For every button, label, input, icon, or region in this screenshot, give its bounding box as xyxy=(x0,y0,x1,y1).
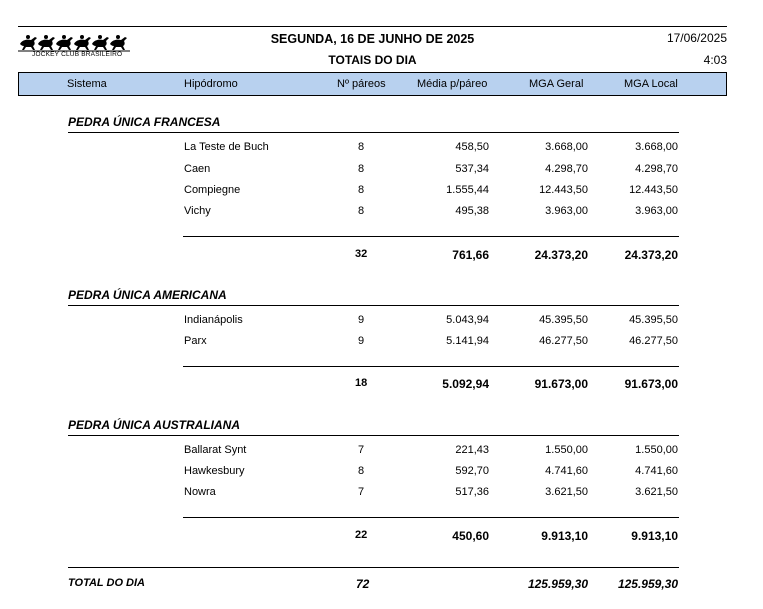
cell-mga-local: 3.668,00 xyxy=(635,141,678,153)
col-mga-geral: MGA Geral xyxy=(529,78,584,90)
col-pareos: Nº páreos xyxy=(337,78,386,90)
cell-media: 495,38 xyxy=(455,205,489,217)
cell-hipodromo: Indianápolis xyxy=(184,314,243,326)
cell-media: 537,34 xyxy=(455,163,489,175)
subtotal-mga-local: 24.373,20 xyxy=(624,248,678,262)
total-mga-geral: 125.959,30 xyxy=(527,577,588,591)
total-label: TOTAL DO DIA xyxy=(68,577,145,589)
section-title: PEDRA ÚNICA AUSTRALIANA xyxy=(68,418,240,432)
cell-hipodromo: Compiegne xyxy=(184,184,241,196)
cell-hipodromo: Vichy xyxy=(184,205,211,217)
subtotal-pareos: 22 xyxy=(355,529,368,541)
cell-mga-local: 3.621,50 xyxy=(635,486,678,498)
cell-mga-geral: 12.443,50 xyxy=(539,184,588,196)
jockey-club-logo xyxy=(18,32,130,60)
report-title: SEGUNDA, 16 DE JUNHO DE 2025 xyxy=(270,32,475,46)
cell-pareos: 8 xyxy=(358,184,365,196)
section-rule xyxy=(68,435,679,436)
cell-pareos: 7 xyxy=(358,486,365,498)
subtotal-pareos: 18 xyxy=(355,377,368,389)
subtotal-mga-geral: 24.373,20 xyxy=(534,248,588,262)
cell-pareos: 8 xyxy=(358,163,365,175)
cell-pareos: 8 xyxy=(358,465,365,477)
cell-mga-geral: 3.668,00 xyxy=(545,141,588,153)
section-title: PEDRA ÚNICA FRANCESA xyxy=(68,115,221,129)
col-sistema: Sistema xyxy=(67,78,107,90)
cell-pareos: 7 xyxy=(358,444,365,456)
subtotal-mga-geral: 91.673,00 xyxy=(534,377,588,391)
subtotal-pareos: 32 xyxy=(355,248,368,260)
cell-mga-geral: 3.963,00 xyxy=(545,205,588,217)
cell-pareos: 9 xyxy=(358,314,365,326)
cell-mga-local: 3.963,00 xyxy=(635,205,678,217)
top-rule xyxy=(18,26,727,27)
col-media: Média p/páreo xyxy=(417,78,488,90)
total-rule xyxy=(68,567,679,568)
subtotal-mga-local: 9.913,10 xyxy=(631,529,678,543)
cell-media: 458,50 xyxy=(455,141,489,153)
cell-media: 5.141,94 xyxy=(446,335,489,347)
cell-mga-local: 45.395,50 xyxy=(629,314,678,326)
cell-mga-geral: 46.277,50 xyxy=(539,335,588,347)
cell-mga-local: 46.277,50 xyxy=(629,335,678,347)
print-date: 17/06/2025 xyxy=(666,31,727,45)
cell-hipodromo: Nowra xyxy=(184,486,216,498)
cell-media: 517,36 xyxy=(455,486,489,498)
cell-hipodromo: Caen xyxy=(184,163,211,175)
section-title: PEDRA ÚNICA AMERICANA xyxy=(68,288,227,302)
subtotal-media: 5.092,94 xyxy=(442,377,489,391)
section-rule xyxy=(68,305,679,306)
total-mga-local: 125.959,30 xyxy=(617,577,678,591)
subtotal-rule xyxy=(183,517,679,518)
subtotal-rule xyxy=(183,366,679,367)
cell-pareos: 8 xyxy=(358,141,365,153)
cell-mga-local: 4.741,60 xyxy=(635,465,678,477)
subtotal-media: 761,66 xyxy=(452,248,489,262)
total-pareos: 72 xyxy=(356,577,370,591)
cell-pareos: 9 xyxy=(358,335,365,347)
cell-mga-geral: 4.741,60 xyxy=(545,465,588,477)
section-rule xyxy=(68,132,679,133)
cell-mga-local: 1.550,00 xyxy=(635,444,678,456)
column-header-bar xyxy=(18,72,727,96)
cell-hipodromo: Parx xyxy=(184,335,207,347)
print-time: 4:03 xyxy=(703,53,727,67)
cell-mga-geral: 45.395,50 xyxy=(539,314,588,326)
cell-hipodromo: Ballarat Synt xyxy=(184,444,247,456)
cell-media: 1.555,44 xyxy=(446,184,489,196)
cell-mga-geral: 1.550,00 xyxy=(545,444,588,456)
cell-media: 5.043,94 xyxy=(446,314,489,326)
report-subtitle: TOTAIS DO DIA xyxy=(328,53,417,67)
subtotal-rule xyxy=(183,236,679,237)
subtotal-mga-local: 91.673,00 xyxy=(624,377,678,391)
cell-mga-geral: 3.621,50 xyxy=(545,486,588,498)
horses-icon xyxy=(18,32,130,52)
subtotal-mga-geral: 9.913,10 xyxy=(541,529,588,543)
cell-mga-local: 12.443,50 xyxy=(629,184,678,196)
cell-pareos: 8 xyxy=(358,205,365,217)
cell-hipodromo: Hawkesbury xyxy=(184,465,245,477)
cell-mga-local: 4.298,70 xyxy=(635,163,678,175)
col-mga-local: MGA Local xyxy=(624,78,678,90)
cell-mga-geral: 4.298,70 xyxy=(545,163,588,175)
col-hipodromo: Hipódromo xyxy=(184,78,238,90)
subtotal-media: 450,60 xyxy=(452,529,489,543)
cell-media: 592,70 xyxy=(455,465,489,477)
logo-text: JOCKEY CLUB BRASILEIRO xyxy=(32,51,123,58)
cell-media: 221,43 xyxy=(455,444,489,456)
cell-hipodromo: La Teste de Buch xyxy=(184,141,269,153)
